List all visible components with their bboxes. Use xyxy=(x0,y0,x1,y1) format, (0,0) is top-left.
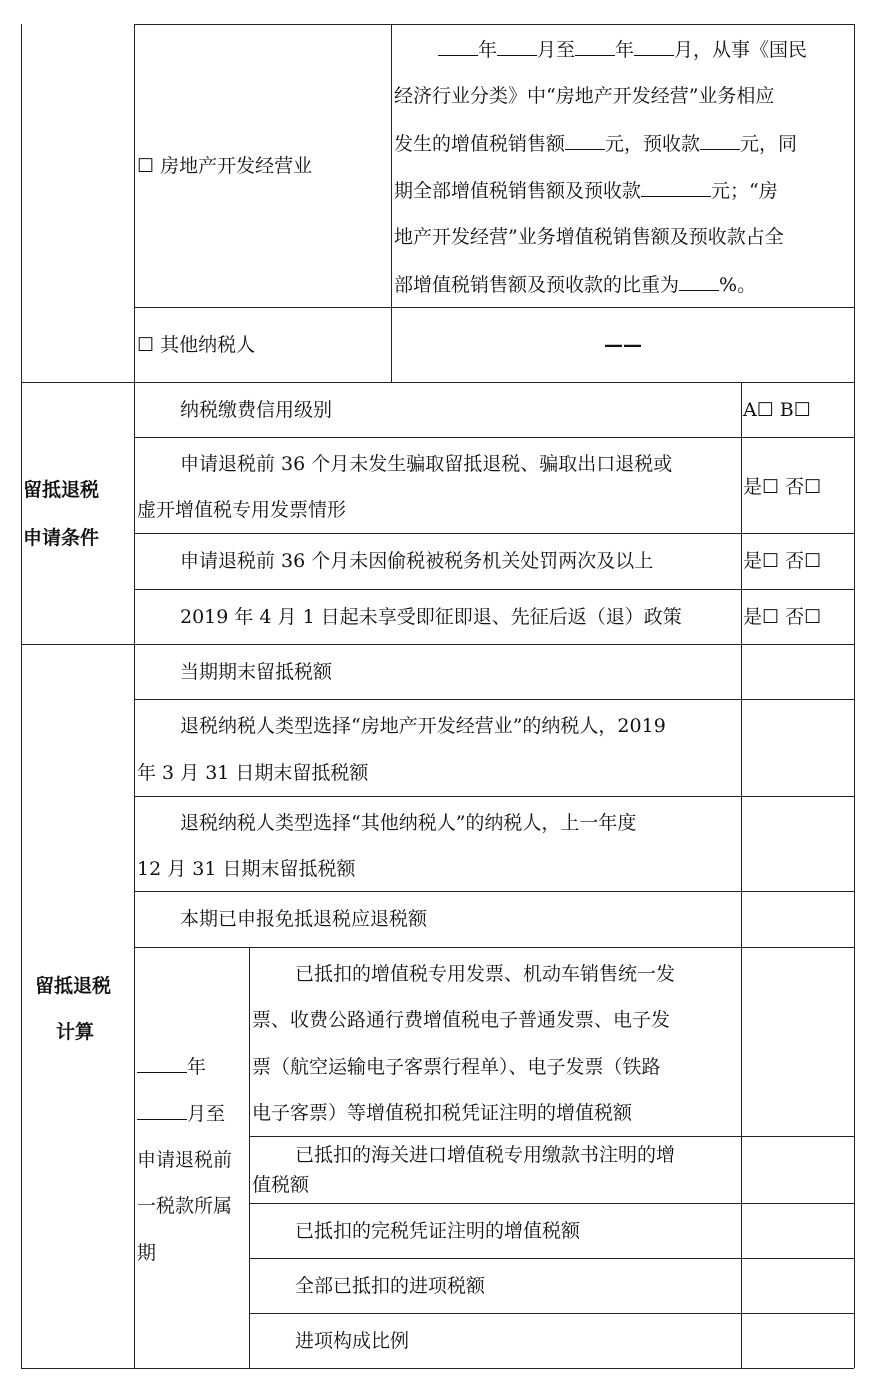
yes-no-choice[interactable]: 是☐ 否☐ xyxy=(743,606,822,628)
calc-row-text: 年 3 月 31 日期末留抵税额 xyxy=(137,762,369,784)
calc-row-text: 当期期末留抵税额 xyxy=(180,661,333,683)
calc-row-text: 退税纳税人类型选择“其他纳税人”的纳税人，上一年度 xyxy=(180,812,637,834)
description-line-4: 期全部增值税销售额及预收款 元；“房 xyxy=(394,180,778,202)
sub-row-text: 值税额 xyxy=(252,1174,310,1196)
period-line-1: 年 xyxy=(137,1054,206,1079)
yes-no-choice[interactable]: 是☐ 否☐ xyxy=(743,550,822,572)
other-taxpayer-option[interactable]: ☐ 其他纳税人 xyxy=(137,334,256,356)
yes-no-choice[interactable]: 是☐ 否☐ xyxy=(743,476,822,498)
period-line-2: 月至 xyxy=(137,1101,225,1126)
condition-text: 申请退税前 36 个月未发生骗取留抵退税、骗取出口退税或 xyxy=(180,453,673,475)
sub-row-text: 电子客票）等增值税扣税凭证注明的增值税额 xyxy=(252,1102,633,1124)
conditions-title-line-1: 留抵退税 xyxy=(23,479,100,501)
description-line-2: 经济行业分类》中“房地产开发经营”业务相应 xyxy=(394,85,775,107)
period-line-4: 一税款所属 xyxy=(137,1195,233,1217)
condition-text: 虚开增值税专用发票情形 xyxy=(137,499,347,521)
description-line-1: 年 月至 年 月，从事《国民 xyxy=(438,37,807,62)
sub-row-text: 已抵扣的完税凭证注明的增值税额 xyxy=(295,1220,581,1242)
credit-level-choice[interactable]: A☐ B☐ xyxy=(743,399,811,421)
sub-row-text: 全部已抵扣的进项税额 xyxy=(295,1275,486,1297)
period-line-5: 期 xyxy=(137,1242,157,1264)
calc-row-text: 本期已申报免抵退税应退税额 xyxy=(180,908,428,930)
description-line-3: 发生的增值税销售额 元，预收款 元，同 xyxy=(394,133,798,155)
description-line-5: 地产开发经营”业务增值税销售额及预收款占全 xyxy=(394,226,784,248)
other-taxpayer-value: —— xyxy=(604,334,642,356)
calc-row-text: 12 月 31 日期末留抵税额 xyxy=(137,858,356,880)
sub-row-text: 票（航空运输电子客票行程单）、电子发票（铁路 xyxy=(252,1056,661,1078)
condition-text: 2019 年 4 月 1 日起未享受即征即退、先征后返（退）政策 xyxy=(180,606,682,628)
conditions-title-line-2: 申请条件 xyxy=(23,527,100,549)
sub-row-text: 已抵扣的增值税专用发票、机动车销售统一发 xyxy=(295,963,676,985)
calculation-title-line-1: 留抵退税 xyxy=(35,975,112,997)
real-estate-option[interactable]: ☐ 房地产开发经营业 xyxy=(137,155,313,177)
calc-row-text: 退税纳税人类型选择“房地产开发经营业”的纳税人，2019 xyxy=(180,715,666,737)
description-line-6: 部增值税销售额及预收款的比重为 %。 xyxy=(394,274,757,296)
sub-row-text: 已抵扣的海关进口增值税专用缴款书注明的增 xyxy=(295,1144,676,1166)
sub-row-text: 票、收费公路通行费增值税电子普通发票、电子发 xyxy=(252,1009,671,1031)
period-line-3: 申请退税前 xyxy=(137,1149,233,1171)
calculation-title-line-2: 计算 xyxy=(56,1021,95,1043)
sub-row-text: 进项构成比例 xyxy=(295,1330,410,1352)
condition-text: 申请退税前 36 个月未因偷税被税务机关处罚两次及以上 xyxy=(180,550,654,572)
condition-text: 纳税缴费信用级别 xyxy=(180,399,333,421)
